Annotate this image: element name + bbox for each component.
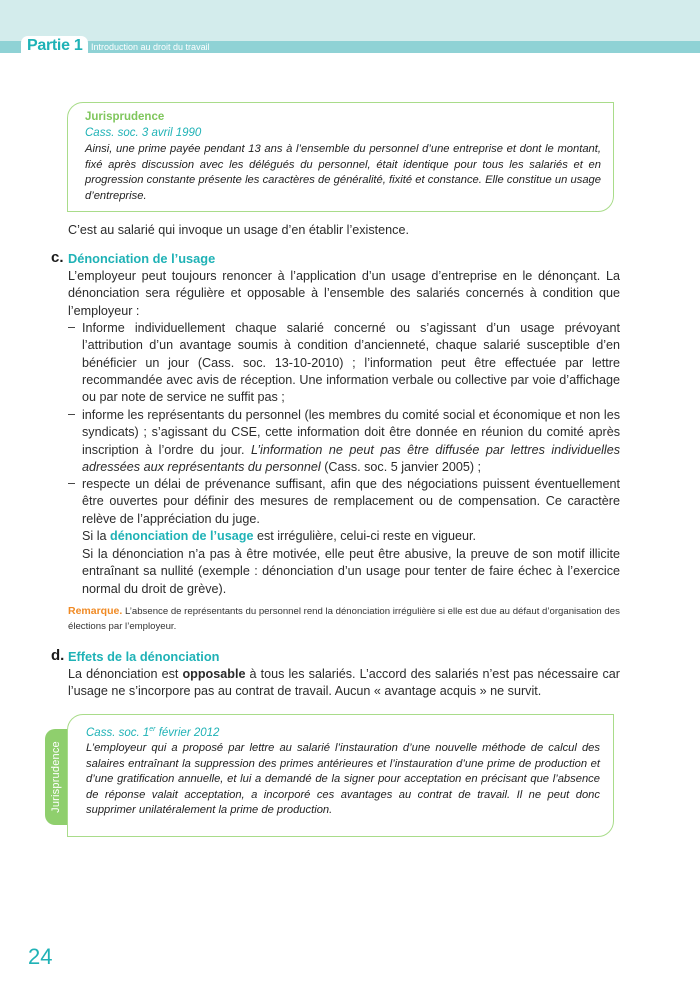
bullet-2-citation: (Cass. soc. 5 janvier 2005) ; [320, 459, 482, 474]
bullet-dash: – [68, 320, 76, 334]
text: février 2012 [155, 726, 220, 739]
text: est irrégulière, celui-ci reste en vigueur. [253, 529, 477, 543]
bullet-2-italic: L’information ne peut pas être diffusée par lettres individuelles adressées aux représentants du personnel [82, 442, 620, 474]
highlighted-term: dénonciation de l’usage [110, 529, 254, 543]
remark [68, 604, 620, 634]
header-band [0, 0, 700, 41]
intro-sentence: C’est au salarié qui invoque un usage d’en établir l’existence. [68, 223, 409, 237]
case-text: L’employeur qui a proposé par lettre au salarié l’instauration d’une nouvelle méthode de calcul des salaires entraînant la suppression des primes antérieures et l’instauration d’une prime de production et d’une gratification annuelle, et lui a demandé de la signer pour acceptation en précisant que l’absence de réponse valait acceptation, a incorporé ces avantages au contrat de travail. Il ne peut donc supprimer unilatéralement la prime de production. [86, 742, 600, 817]
page-number: 24 [28, 944, 53, 969]
text: Si la [82, 529, 110, 543]
section-d-letter: d. [51, 647, 65, 664]
abusive-paragraph: Si la dénonciation n’a pas à être motivée, elle peut être abusive, la preuve de son motif illicite entraînant sa nullité (exemple : dénonciation d’un usage pour tenter de faire échec à l’exercice normal du droit de grève). [82, 547, 620, 596]
bullet-item-1: Informe individuellement chaque salarié concerné ou s’agissant d’un usage prévoyant l’attribution d’un avantage soumis à condition d’ancienneté, chaque salarié susceptible d’en bénéficier un jour (Cass. soc. 13-10-2010) ; l’information peut être effectuée par lettre recommandée avec avis de réception. Une information verbale ou collective par voie d’affichage ou par note de service ne suffit pas ; [82, 321, 620, 405]
jurisprudence-side-tab [45, 729, 67, 825]
jurisprudence-box-1 [67, 102, 614, 212]
bullet-dash: – [68, 407, 76, 421]
section-c-letter: c. [51, 249, 64, 266]
section-d-text [68, 666, 620, 701]
text: à tous les salariés. L’accord des salariés n’est pas nécessaire car l’usage ne s’incorpore pas au contrat de travail. Aucun « avantage acquis » ne survit. [68, 667, 621, 699]
bullet-item-3: respecte un délai de prévenance suffisant, afin que des négociations puissent éventuellement être ouvertes pour définir des mesures de remplacement ou de compensation. Ce caractère relève de l’appréciation du juge. [82, 477, 620, 526]
remark-text: L’absence de représentants du personnel rend la dénonciation irrégulière si elle est due au défaut d’organisation des élections par l’employeur. [68, 606, 620, 632]
bullet-item-2 [82, 407, 620, 476]
section-d-title: Effets de la dénonciation [68, 649, 220, 664]
remark-label: Remarque. [68, 605, 123, 617]
text: La dénonciation est [68, 667, 183, 681]
case-reference [86, 726, 219, 739]
jurisprudence-box-2 [67, 714, 614, 837]
irregular-sentence [82, 528, 620, 545]
case-text: Ainsi, une prime payée pendant 13 ans à l’ensemble du personnel d’une entreprise et dont le montant, fixé après discussion avec les délégués du personnel, était identique pour tous les salariés et en progression constante présente les caractères de généralité, fixité et constance. Elle constitue un usage d’entreprise. [85, 143, 601, 202]
case-reference: Cass. soc. 3 avril 1990 [85, 127, 202, 139]
bullet-dash: – [68, 476, 76, 490]
part-label: Partie 1 [21, 36, 88, 54]
bold-term: opposable [182, 667, 246, 681]
jurisprudence-side-label: Jurisprudence [50, 741, 62, 813]
jurisprudence-heading: Jurisprudence [85, 111, 165, 123]
text: Cass. soc. 1 [86, 726, 150, 739]
section-c-title: Dénonciation de l’usage [68, 251, 216, 266]
section-c-intro: L’employeur peut toujours renoncer à l’application d’un usage d’entreprise en le dénonçant. La dénonciation sera régulière et opposable à l’ensemble des salariés concernés à condition que l’employeur : [68, 269, 620, 318]
chapter-title: Introduction au droit du travail [91, 42, 210, 52]
bullet-2-text: informe les représentants du personnel (les membres du comité social et économique et non les syndicats) ; s’agissant du CSE, cette information doit être donnée en réunion du comité après inscription à l’ordre du jour. [82, 408, 620, 457]
superscript: er [149, 726, 156, 733]
